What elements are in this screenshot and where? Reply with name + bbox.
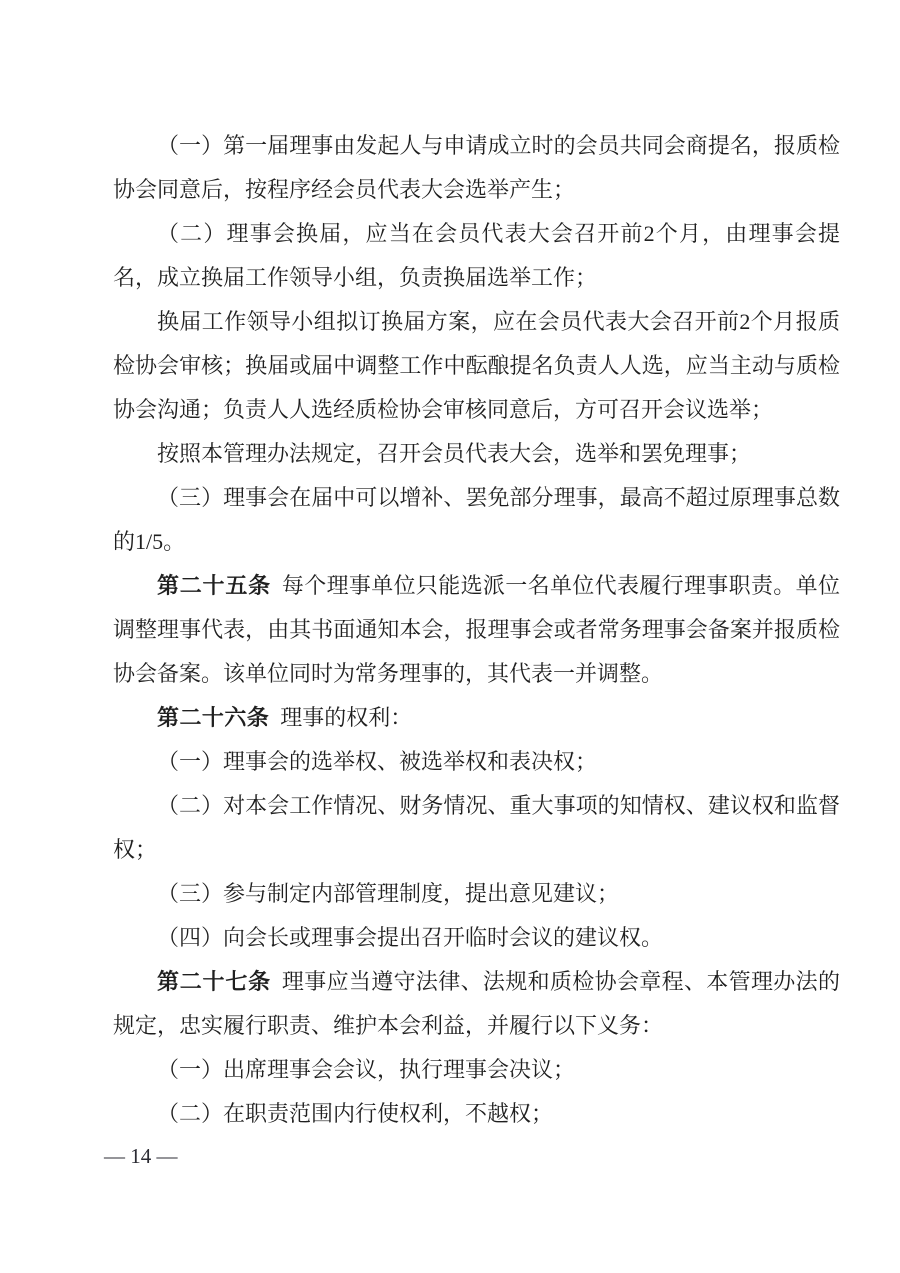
article-26-heading: 第二十六条 (157, 705, 270, 730)
paragraph-item-14 (113, 1092, 840, 1136)
paragraph-text: （一）出席理事会会议，执行理事会决议； (157, 1057, 576, 1082)
paragraph-text: 理事的权利： (280, 705, 413, 730)
paragraph-item-5 (113, 476, 840, 564)
paragraph-item-2 (113, 212, 840, 300)
article-27-heading: 第二十七条 (157, 969, 271, 994)
paragraph-text: 理事应当遵守法律、法规和质检协会章程、本管理办法的规定，忠实履行职责、维护本会利益，并履行以下义务： (113, 969, 840, 1038)
paragraph-text: （三）参与制定内部管理制度，提出意见建议； (157, 881, 620, 906)
paragraph-item-6-article-25 (113, 564, 840, 696)
paragraph-text: 每个理事单位只能选派一名单位代表履行理事职责。单位调整理事代表，由其书面通知本会，报理事会或者常务理事会备案并报质检协会备案。该单位同时为常务理事的，其代表一并调整。 (113, 573, 840, 686)
paragraph-item-13 (113, 1048, 840, 1092)
paragraph-item-8 (113, 740, 840, 784)
paragraph-text: 换届工作领导小组拟订换届方案，应在会员代表大会召开前2个月报质检协会审核；换届或届中调整工作中酝酿提名负责人人选，应当主动与质检协会沟通；负责人人选经质检协会审核同意后，方可召开会议选举； (113, 309, 840, 422)
paragraph-text: 按照本管理办法规定，召开会员代表大会，选举和罢免理事； (157, 441, 752, 466)
paragraph-item-9 (113, 784, 840, 872)
paragraph-text: （二）理事会换届，应当在会员代表大会召开前2个月，由理事会提名，成立换届工作领导小组，负责换届选举工作； (113, 221, 840, 290)
page-number: — 14 — (104, 1144, 178, 1168)
document-body (113, 124, 840, 1136)
paragraph-item-4 (113, 432, 840, 476)
paragraph-text: （一）第一届理事由发起人与申请成立时的会员共同会商提名，报质检协会同意后，按程序经会员代表大会选举产生； (113, 133, 840, 202)
paragraph-item-1 (113, 124, 840, 212)
paragraph-item-3 (113, 300, 840, 432)
paragraph-item-7-article-26 (113, 696, 840, 740)
paragraph-item-12-article-27 (113, 960, 840, 1048)
paragraph-item-10 (113, 872, 840, 916)
paragraph-text: （四）向会长或理事会提出召开临时会议的建议权。 (157, 925, 664, 950)
paragraph-text: （一）理事会的选举权、被选举权和表决权； (157, 749, 598, 774)
paragraph-text: （二）在职责范围内行使权利，不越权； (157, 1101, 554, 1126)
paragraph-text: （三）理事会在届中可以增补、罢免部分理事，最高不超过原理事总数的1/5。 (113, 485, 840, 554)
article-25-heading: 第二十五条 (157, 573, 271, 598)
paragraph-item-11 (113, 916, 840, 960)
paragraph-text: （二）对本会工作情况、财务情况、重大事项的知情权、建议权和监督权； (113, 793, 840, 862)
